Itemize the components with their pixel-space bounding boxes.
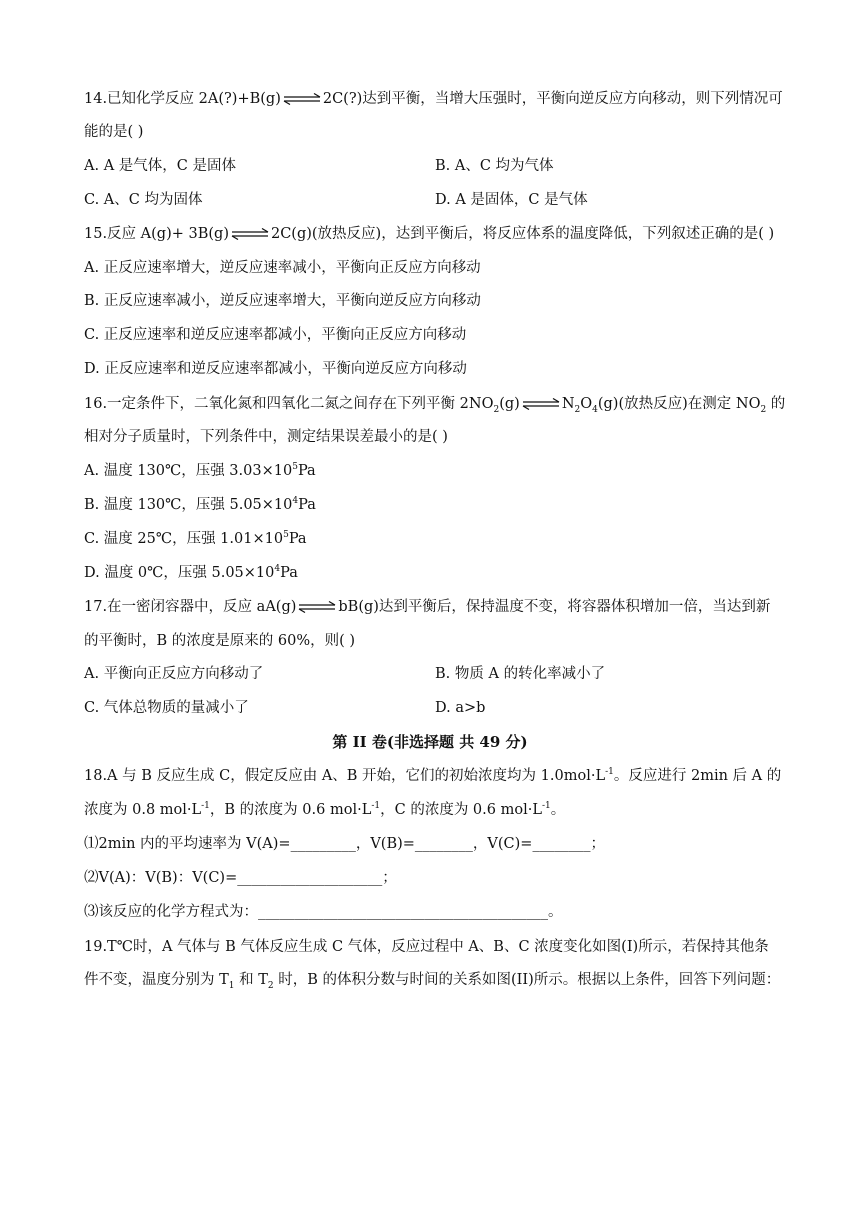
q17-stem-line2: 的平衡时，B 的浓度是原来的 60%，则( ) [84,633,356,649]
q17-option-a: A. 平衡向正反应方向移动了 [84,666,264,682]
q15-option-b: B. 正反应速率减小，逆反应速率增大，平衡向逆反应方向移动 [84,293,481,309]
q16-stem-line1: 16.一定条件下，二氧化氮和四氧化二氮之间存在下列平衡 $2NO_2(g)$ $N_2O_4(g)$(放热反应)在测定 $NO_2$ 的 [84,396,786,415]
q14-stem-line1: 14.已知化学反应 2A(?)+B(g) 2C(?)达到平衡，当增大压强时，平衡向逆反应方向移动，则下列情况可 [84,91,783,107]
q16-option-b: B. 温度 130℃，压强 $5.05\times 10^4Pa$ [84,496,316,513]
q14-option-c: C. A、C 均为固体 [84,192,203,208]
q19-stem-line2: 件不变，温度分别为 $T_1$ 和 $T_2$ 时，B 的体积分数与时间的关系如图(II)所示。根据以上条件，回答下列问题： [84,972,781,991]
q14-option-b: B. A、C 均为气体 [435,158,554,174]
equilibrium-arrow-icon [230,228,270,240]
q14-option-a: A. A 是气体，C 是固体 [84,158,236,174]
q18-part-3: ⑶该反应的化学方程式为：________________________________________。 [84,904,563,920]
q19-stem-line1: 19.T℃时，A 气体与 B 气体反应生成 C 气体，反应过程中 A、B、C 浓度变化如图(I)所示，若保持其他条 [84,939,769,955]
q18-part-1: ⑴2min 内的平均速率为 V(A)=_________，V(B)=________，V(C)=________； [84,836,605,852]
q15-stem: 15.反应 A(g)+ 3B(g) 2C(g)(放热反应)，达到平衡后，将反应体系的温度降低，下列叙述正确的是( ) [84,226,775,242]
q14-option-d: D. A 是固体，C 是气体 [435,192,588,208]
q16-option-c: C. 温度 25℃，压强 $1.01\times 10^5Pa$ [84,530,307,547]
q18-stem-line1: 18.A 与 B 反应生成 C，假定反应由 A、B 开始，它们的初始浓度均为 $1.0mol\cdot L^{-1}$。反应进行 2min 后 A 的 [84,767,782,784]
q16-option-d: D. 温度 0℃，压强 $5.05\times 10^4Pa$ [84,564,298,581]
q14-stem-line2: 能的是( ) [84,124,144,140]
q18-stem-line2: 浓度为 0.8 $mol\cdot L^{-1}$，B 的浓度为 0.6 $mol\cdot L^{-1}$，C 的浓度为 0.6 $mol\cdot L^{-1}$。 [84,801,566,818]
q17-option-d: D. a>b [435,700,486,716]
equilibrium-arrow-icon [297,601,337,613]
equilibrium-arrow-icon [521,398,561,410]
q15-option-c: C. 正反应速率和逆反应速率都减小，平衡向正反应方向移动 [84,327,467,343]
q16-option-a: A. 温度 130℃，压强 $3.03\times 10^5Pa$ [84,462,316,479]
q17-stem-line1: 17.在一密闭容器中，反应 aA(g) bB(g)达到平衡后，保持温度不变，将容器体积增加一倍，当达到新 [84,599,771,615]
equilibrium-arrow-icon [282,93,322,105]
q15-option-d: D. 正反应速率和逆反应速率都减小，平衡向逆反应方向移动 [84,361,467,377]
q15-option-a: A. 正反应速率增大，逆反应速率减小，平衡向正反应方向移动 [84,260,481,276]
q18-part-2: ⑵V(A)：V(B)：V(C)=____________________； [84,870,397,886]
q17-option-c: C. 气体总物质的量减小了 [84,700,249,716]
q16-stem-line2: 相对分子质量时，下列条件中，测定结果误差最小的是( ) [84,429,448,445]
section-title: 第 II 卷(非选择题 共 49 分) [332,733,528,751]
q17-option-b: B. 物质 A 的转化率减小了 [435,666,606,682]
